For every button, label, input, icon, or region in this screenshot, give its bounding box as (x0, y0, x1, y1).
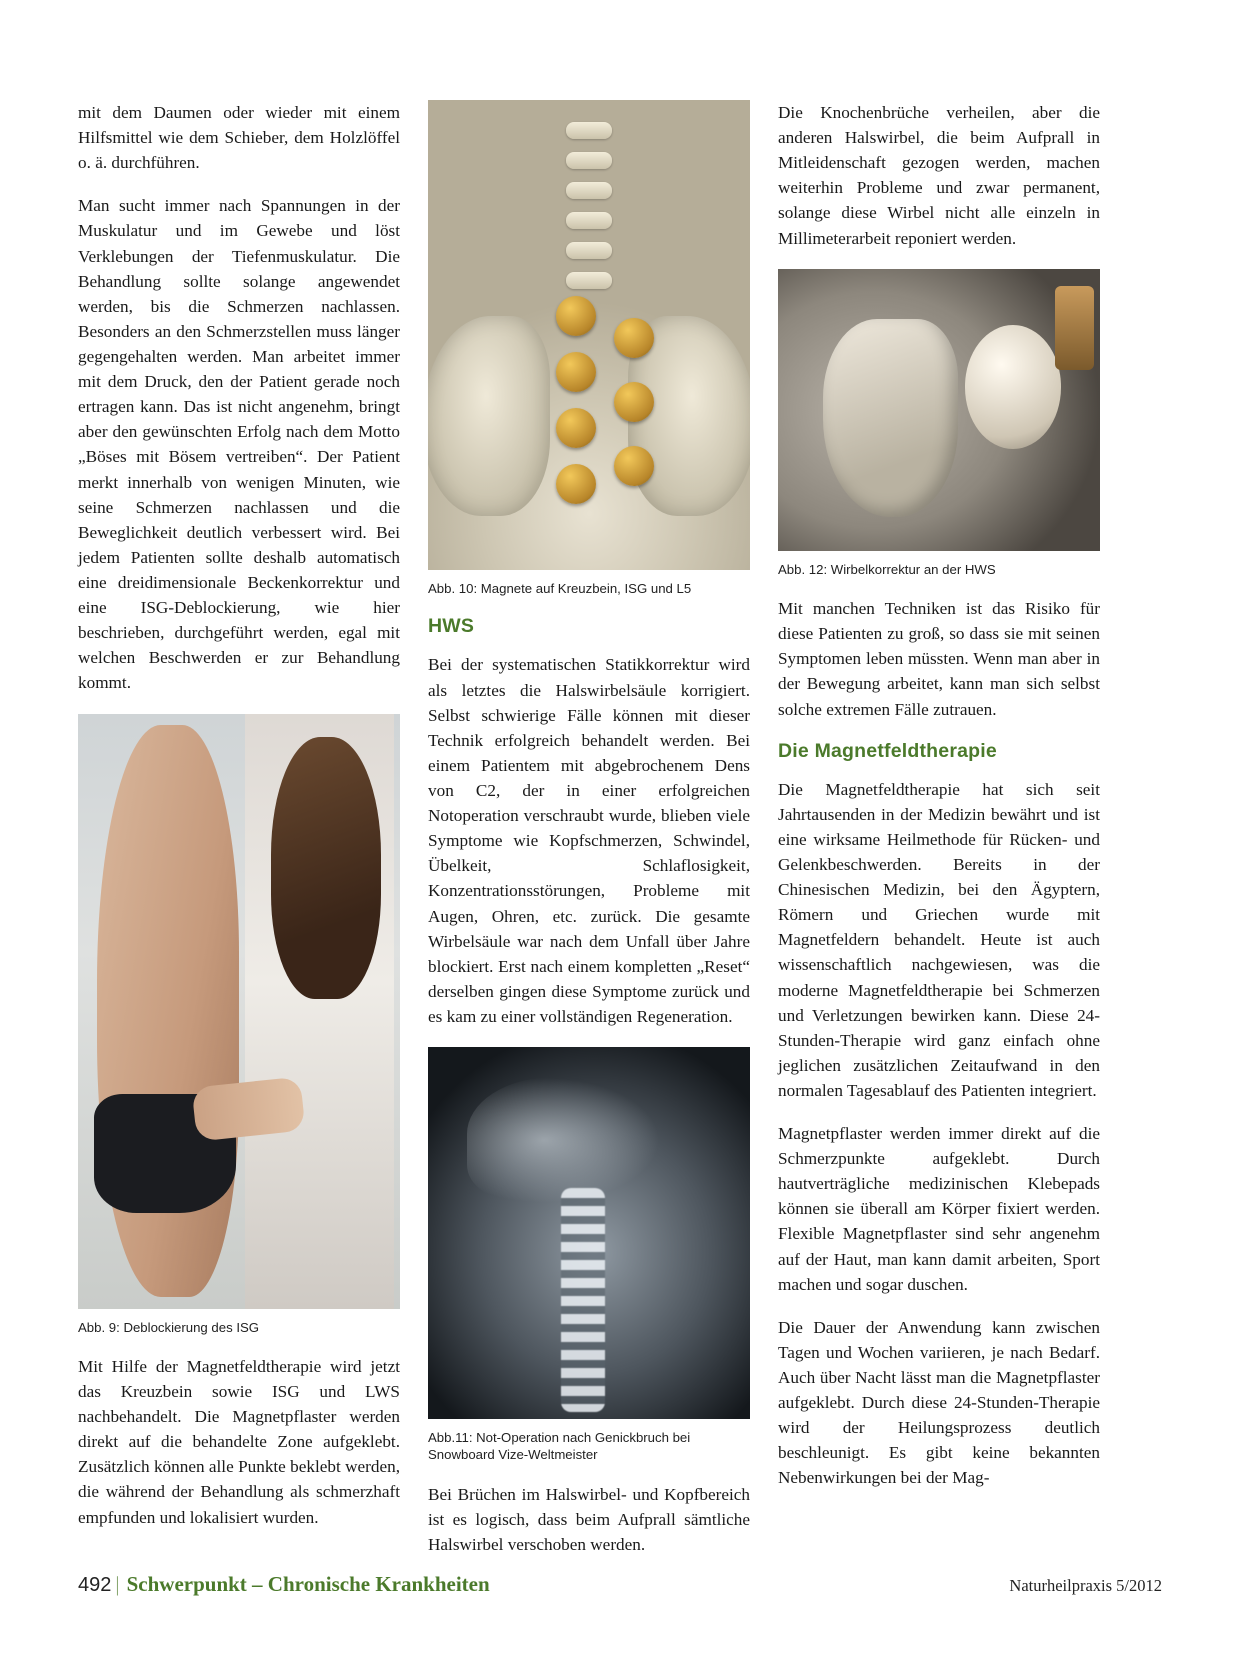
figure-10 (428, 100, 750, 570)
therapist-hair-shape (271, 737, 380, 999)
magnet-disc (556, 296, 596, 336)
page-number: 492 (78, 1574, 112, 1596)
vertebra (566, 272, 612, 289)
section-heading-magnetfeldtherapie: Die Magnetfeldtherapie (778, 739, 997, 762)
figure-9-image (78, 714, 400, 1309)
section-heading-hws: HWS (428, 615, 475, 638)
figure-9-caption: Abb. 9: Deblockierung des ISG (78, 1319, 260, 1335)
page-footer (78, 1572, 1162, 1597)
magnet-disc (556, 408, 596, 448)
magnet-disc (614, 446, 654, 486)
figure-12-caption: Abb. 12: Wirbelkorrektur an der HWS (778, 561, 996, 577)
column-center (428, 100, 750, 1557)
figure-12-image (778, 269, 1100, 551)
vertebra (566, 152, 612, 169)
xray-cervical-spine (561, 1188, 605, 1411)
vertebra (566, 212, 612, 229)
figure-10-caption: Abb. 10: Magnete auf Kreuzbein, ISG und L5 (428, 581, 692, 596)
figure-11-caption: Abb.11: Not-Operation nach Genickbruch bei Snowboard Vize-Weltmeister (428, 1430, 691, 1463)
paragraph: Bei Brüchen im Halswirbel- und Kopfbereich ist es logisch, dass beim Aufprall sämtliche Halswirbel verschoben werden. (428, 1484, 750, 1555)
vertebra (566, 182, 612, 199)
paragraph: Magnetpflaster werden immer direkt auf die Schmerzpunkte aufgeklebt. Durch hautverträgliche medizinischen Klebepads können sie überall am Körper fixiert werden. Flexible Magnetpflaster sind sehr angenehm auf der Haut, man kann damit arbeiten, Sport machen und sogar duschen. (778, 1124, 1100, 1294)
vertebra (566, 242, 612, 259)
magnet-disc (614, 382, 654, 422)
footer-journal: Naturheilpraxis 5/2012 (1009, 1576, 1162, 1595)
figure-10-image (428, 100, 750, 570)
pelvis-wing-left (428, 316, 550, 516)
paragraph: mit dem Daumen oder wieder mit einem Hilfsmittel wie dem Schieber, dem Holzlöffel o. ä. durchführen. (78, 103, 400, 173)
vertebra-disc-shape (965, 325, 1062, 449)
column-right (778, 100, 1100, 1557)
model-rod-shape (1055, 286, 1094, 371)
paragraph: Mit Hilfe der Magnetfeldtherapie wird jetzt das Kreuzbein sowie ISG und LWS nachbehandelt. Die Magnetpflaster werden direkt auf die behandelte Zone aufgeklebt. Zusätzlich können alle Punkte beklebt werden, die während der Behandlung als schmerzhaft empfunden und lokalisiert wurden. (78, 1356, 400, 1527)
paragraph: Die Knochenbrüche verheilen, aber die anderen Halswirbel, die beim Aufprall in Mitleidenschaft gezogen werden, machen weiterhin Probleme und zwar permanent, solange diese Wirbel nicht alle einzeln in Millimeterarbeit reponiert werden. (778, 103, 1100, 248)
column-left (78, 100, 400, 1557)
footer-section-title: Schwerpunkt – Chronische Krankheiten (126, 1572, 490, 1596)
figure-11 (428, 1047, 750, 1419)
magnet-disc (556, 352, 596, 392)
vertebra (566, 122, 612, 139)
paragraph: Man sucht immer nach Spannungen in der Muskulatur und im Gewebe und löst Verklebungen der Tiefenmuskulatur. Die Behandlung sollte solange angewendet werden, bis die Schmerzen nachlassen. Besonders an den Schmerzstellen muss länger gegengehalten werden. Man arbeitet immer mit dem Druck, den der Patient gerade noch ertragen kann. Das ist nicht angenehm, bringt aber den gewünschten Erfolg nach dem Motto „Böses mit Bösem vertreiben“. Der Patient merkt innerhalb von wenigen Minuten, wie seine Schmerzen nachlassen und die Beweglichkeit deutlich verbessert wird. Bei jedem Patienten sollte deshalb automatisch eine dreidimensionale Beckenkorrektur und eine ISG-Deblockierung, wie hier beschrieben, durchgeführt werden, egal mit welchen Beschwerden er zur Behandlung kommt. (78, 196, 400, 693)
footer-left (78, 1572, 490, 1597)
footer-divider: | (115, 1572, 120, 1596)
paragraph: Die Dauer der Anwendung kann zwischen Tagen und Wochen variieren, je nach Bedarf. Auch über Nacht lässt man die Magnetpflaster aufgeklebt. Durch diese 24-Stunden-Therapie wird der Heilungsprozess deutlich beschleunigt. Es gibt keine bekannten Nebenwirkungen bei der Mag- (778, 1317, 1100, 1488)
vertebra-model-shape (823, 319, 958, 516)
figure-12 (778, 269, 1100, 551)
magnet-disc (556, 464, 596, 504)
three-column-layout (78, 100, 1100, 1557)
magnet-disc (614, 318, 654, 358)
xray-jaw-shape (467, 1077, 660, 1203)
paragraph: Bei der systematischen Statikkorrektur wird als letztes die Halswirbelsäule korrigiert. Selbst schwierige Fälle können mit dieser Technik erfolgreich behandelt werden. Bei einem Patientem mit abgebrochenem Dens von C2, der in einer erfolgreichen Notoperation verschraubt wurde, blieben viele Symptome wie Kopfschmerzen, Schwindel, Übelkeit, Schlaflosigkeit, Konzentrationsstörungen, Probleme mit Augen, Ohren, etc. zurück. Die gesamte Wirbelsäule war nach dem Unfall über Jahre blockiert. Erst nach einem kompletten „Reset“ derselben gingen diese Symptome zurück und es kam zu einer vollständigen Regeneration. (428, 655, 750, 1026)
figure-9 (78, 714, 400, 1309)
figure-11-image (428, 1047, 750, 1419)
paragraph: Mit manchen Techniken ist das Risiko für diese Patienten zu groß, so dass sie mit seinen Symptomen leben müssten. Wenn man aber in der Bewegung arbeitet, kann man sich selbst solche extremen Fälle zutrauen. (778, 599, 1100, 719)
paragraph: Die Magnetfeldtherapie hat sich seit Jahrtausenden in der Medizin bewährt und ist eine wirksame Heilmethode für Rücken- und Gelenkbeschwerden. Bereits in der Chinesischen Medizin, bei den Ägyptern, Römern und Griechen wurde mit Magnetfeldern behandelt. Heute ist auch wissenschaftlich nachgewiesen, was die moderne Magnetfeldtherapie bei Schmerzen und Verletzungen bewirken kann. Diese 24-Stunden-Therapie wird ganz einfach ohne jeglichen zusätzlichen Zeitaufwand in den normalen Tagesablauf des Patienten integriert. (778, 779, 1100, 1100)
